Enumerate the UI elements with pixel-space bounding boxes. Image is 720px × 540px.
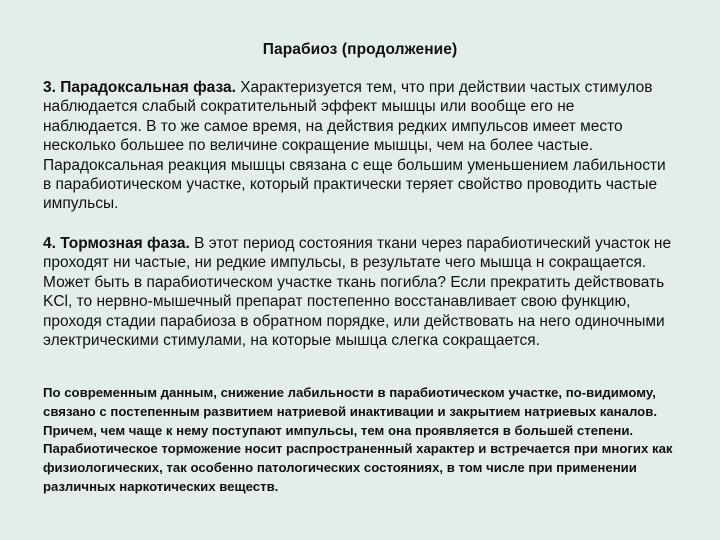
paragraph-phase-3	[43, 78, 673, 214]
phase-4-text: В этот период состояния ткани через парабиотический участок не проходят ни частые, ни редкие импульсы, в результате чего мышца н сокращается. Может быть в парабиотическом участке ткань погибла? Если прекратить действовать KCl, то нервно-мышечный препарат постепенно восстанавливает свою функцию, проходя стадии парабиоза в обратном порядке, или действовать на него одиночными электрическими стимулами, на которые мышца слегка сокращается.	[43, 235, 672, 350]
paragraph-modern-data: По современным данным, снижение лабильности в парабиотическом участке, по-видимому, связано с постепенным развитием натриевой инактивации и закрытием натриевых каналов. Причем, чем чаще к нему поступают импульсы, тем она проявляется в большей степени. Парабиотическое торможение носит распространенный характер и встречается при многих как физиологических, так особенно патологических состояниях, в том числе при применении различных наркотических веществ.	[43, 385, 673, 494]
slide-title: Парабиоз (продолжение)	[262, 41, 458, 58]
phase-3-heading: 3. Парадоксальная фаза.	[43, 79, 236, 96]
phase-4-heading: 4. Тормозная фаза.	[43, 235, 190, 252]
phase-3-text: Характеризуется тем, что при действии частых стимулов наблюдается слабый сократительный эффект мышцы или вообще его не наблюдается. В то же самое время, на действия редких импульсов имеет место несколько большее по величине сокращение мышцы, чем на более частые. Парадоксальная реакция мышцы связана с еще большим уменьшением лабильности в парабиотическом участке, который практически теряет свойство проводить частые импульсы.	[43, 79, 666, 213]
paragraph-phase-4	[43, 234, 673, 350]
